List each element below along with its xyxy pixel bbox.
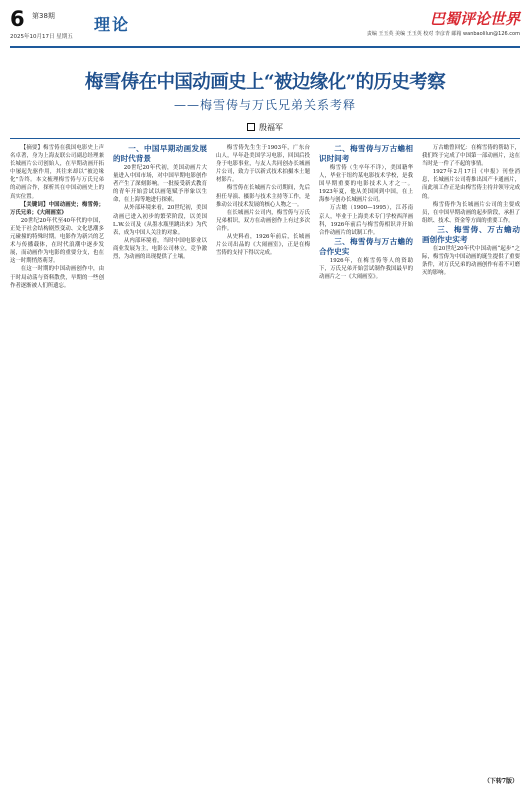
article-column-3 (216, 144, 310, 774)
paragraph: 从史料看，1926年前后，长城画片公司出品的《大闹画室》，正是在梅雪俦的支持下得以完成。 (216, 234, 310, 257)
section-title: 理论 (94, 15, 131, 34)
section-heading: 一、中国早期动画发展的时代背景 (113, 144, 207, 163)
article-subtitle: ——梅雪俦与万氏兄弟关系考释 (173, 98, 356, 112)
newspaper-logo: 巴蜀评论世界 (429, 10, 520, 28)
section-heading: 二、梅雪俦与万古蟾相识时间考 (319, 144, 413, 163)
paragraph: 万古蟾曾回忆：在梅雪俦的帮助下，我们终于完成了中国第一部动画片，这在当时是一件了不起的事情。 (422, 145, 520, 168)
page-number: 6 (10, 7, 25, 31)
paragraph: 1926年，在梅雪俦等人的资助下，万氏兄弟开始尝试制作我国最早的动画片之一《大闹画室》。 (319, 257, 413, 281)
paragraph: 在这一时期的中国动画创作中，由于时局动荡与资料散佚，早期的一些创作者逐渐被人们所遗忘。 (10, 266, 104, 289)
article-column-1 (10, 144, 104, 774)
paragraph: 从外部环境来看，20世纪初，美国动画已进入初步的繁荣阶段，以美国L.W.公司及《从墨水瓶里跳出来》为代表，成为中国人关注的对象。 (113, 205, 207, 236)
keywords: 【关键词】中国动画史；梅雪俦；万氏兄弟；《大闹画室》 (10, 201, 104, 216)
byline (0, 122, 530, 133)
paragraph: 梅雪俦先生生于1903年，广东台山人，早年赴美国学习电影，回国后投身于电影事业，与友人共同创办长城画片公司，致力于以新式技术拍摄本土题材影片。 (216, 145, 310, 184)
header-rule (10, 46, 520, 48)
paragraph: 梅雪俦（生卒年不详），美国籍华人，毕业于纽约某电影技术学校，是我国早期重要的电影技术人才之一。1923年夏，他从美国回到中国，在上海参与创办长城画片公司。 (319, 165, 413, 204)
paragraph: 20世纪20年代至40年代的中国，正处于社会结构剧烈变动、文化思潮多元碰撞的特殊时期。电影作为新兴的艺术与传播载体，在时代浪潮中逐步发展，而动画作为电影的重要分支，也在这一时期悄然萌芽。 (10, 217, 104, 265)
paragraph: 梅雪俦在长城画片公司期间，先后担任导演、摄影与技术主持等工作，是推动公司技术发展的核心人物之一。 (216, 185, 310, 208)
editors-line: 责编 王玉英 美编 王玉英 校对 李彦青 邮箱 wanbaolilun@126.com (366, 31, 520, 37)
continued-note: （下转7版） (483, 778, 518, 785)
paragraph: 从内部环境看，当时中国电影业以商业发展为主，电影公司林立，竞争激烈，为动画的出现提供了土壤。 (113, 237, 207, 261)
author-name: 殷福军 (259, 123, 283, 132)
article-column-5 (422, 144, 520, 774)
paragraph: 在20世纪20年代中国动画“起步”之际，梅雪俦为中国动画的诞生提供了重要条件，对万氏兄弟的动画创作有着不可磨灭的影响。 (422, 245, 520, 277)
article-title: 梅雪俦在中国动画史上“被边缘化”的历史考察 (84, 72, 446, 93)
abstract: 【摘要】梅雪俦在我国电影史上声名卓著，身为上海友联公司副总经理兼长城画片公司创始人，在早期动画开拓中屡起先驱作用，其往来却以“被边缘化”告终。本文梳理梅雪俦与万氏兄弟的动画合作，探析其在中国动画史上的真实位置。 (10, 145, 104, 200)
paragraph: 20世纪20年代初，美国动画片大量进入中国市场，对中国早期电影创作者产生了深刻影响。一批接受新式教育的青年开始尝试以画笔赋予形象以生命，在上海等地进行探索。 (113, 165, 207, 204)
section-heading: 三、梅雪俦与万古蟾的合作史实 (319, 236, 413, 256)
square-icon (247, 123, 255, 131)
paragraph: 万古蟾（1900—1995），江苏南京人，毕业于上海美术专门学校西洋画科，1926年前后与梅雪俦相识并开始合作动画片的试制工作。 (319, 205, 413, 236)
paragraph: 梅雪俦作为长城画片公司的主要成员，在中国早期动画的起步阶段，承担了组织、技术、资金等方面的重要工作。 (422, 201, 520, 224)
section-heading: 三、梅雪俦、万古蟾动画创作史实考 (422, 224, 520, 244)
paragraph: 在长城画片公司内，梅雪俦与万氏兄弟相识，双方在动画创作上有过多次合作。 (216, 209, 310, 232)
article-column-2 (113, 144, 207, 774)
publication-date: 2025年10月17日 星期五 (10, 34, 73, 40)
masthead (10, 8, 520, 46)
paragraph: 1927年2月17日《申报》刊登消息，长城画片公司将推出国产卡通画片，而此项工作正是由梅雪俦主持并领导完成的。 (422, 169, 520, 200)
issue-number: 第38期 (32, 12, 55, 20)
article-column-4 (319, 144, 413, 774)
title-rule (10, 138, 520, 139)
